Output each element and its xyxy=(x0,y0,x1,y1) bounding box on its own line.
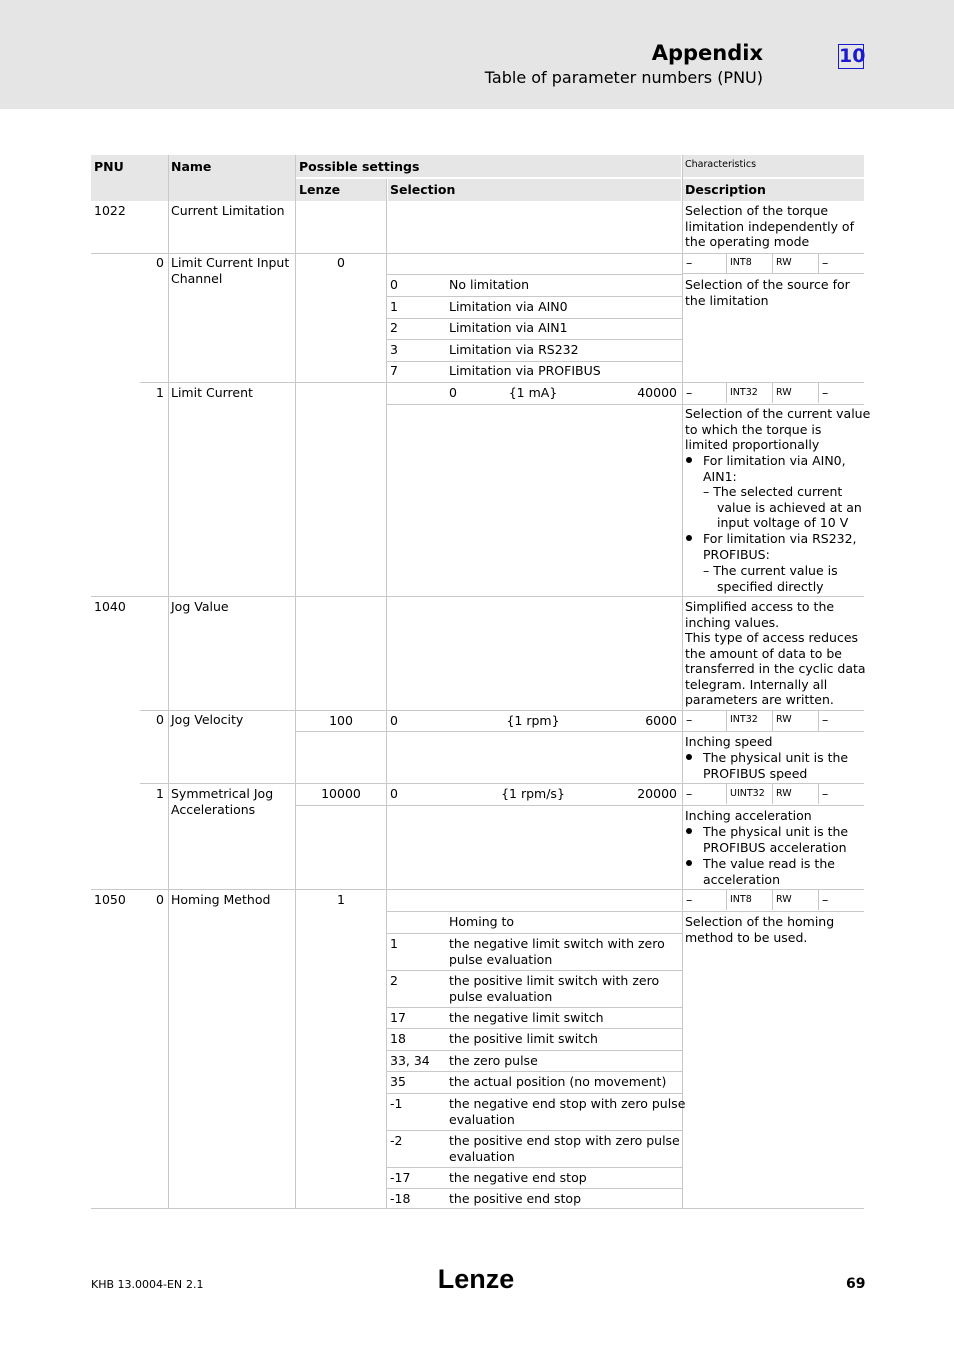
grid-line xyxy=(818,253,819,273)
desc-line: Selection of the source for xyxy=(685,277,850,292)
option-code: 3 xyxy=(390,342,398,357)
desc-line: parameters are written. xyxy=(685,692,834,707)
option-text: Limitation via AIN0 xyxy=(449,299,568,314)
option-text: the actual position (no movement) xyxy=(449,1074,667,1089)
pnu-1040: 1040 xyxy=(94,599,126,614)
dash-text xyxy=(703,563,838,594)
bullet-line: PROFIBUS acceleration xyxy=(703,839,847,855)
option-code: -18 xyxy=(390,1191,411,1206)
option-text: Limitation via PROFIBUS xyxy=(449,363,601,378)
flag-access: RW xyxy=(776,894,792,905)
option-line: pulse evaluation xyxy=(449,988,553,1004)
grid-line xyxy=(140,710,864,711)
subindex: 0 xyxy=(156,712,164,727)
option-line: pulse evaluation xyxy=(449,951,553,967)
flag-dash: – xyxy=(822,385,829,400)
option-text: No limitation xyxy=(449,277,530,292)
grid-line xyxy=(818,890,819,910)
grid-line xyxy=(387,1071,682,1072)
option-code: 33, 34 xyxy=(390,1053,430,1068)
grid-line xyxy=(296,731,864,732)
option-text xyxy=(449,936,665,967)
param-description: Inching acceleration xyxy=(685,808,812,823)
grid-line xyxy=(387,318,682,319)
subindex: 1 xyxy=(156,786,164,801)
grid-line xyxy=(140,382,864,383)
option-code: -2 xyxy=(390,1133,403,1148)
desc-line: Selection of the homing xyxy=(685,914,835,929)
option-line: evaluation xyxy=(449,1148,515,1164)
bullet-line: The value read is the xyxy=(703,856,835,871)
desc-line: limited proportionally xyxy=(685,437,820,452)
bullet-line: For limitation via AIN0, xyxy=(703,453,846,468)
pnu-1022: 1022 xyxy=(94,203,126,218)
grid-line xyxy=(818,711,819,731)
param-description xyxy=(685,203,854,250)
dash-line: value is achieved at an xyxy=(717,499,862,515)
option-code: -1 xyxy=(390,1096,403,1111)
option-text: Limitation via AIN1 xyxy=(449,320,568,335)
page-header xyxy=(0,0,954,109)
col-description: Description xyxy=(685,182,766,197)
param-name xyxy=(171,255,289,286)
grid-line xyxy=(772,253,773,273)
option-code: 2 xyxy=(390,973,398,988)
grid-line xyxy=(726,890,727,910)
bullet-line: The physical unit is the xyxy=(703,824,849,839)
bullet-line: The physical unit is the xyxy=(703,750,849,765)
lenze-default: 1 xyxy=(337,892,345,907)
grid-line xyxy=(91,596,864,597)
desc-line: Selection of the current value xyxy=(685,406,871,421)
grid-line xyxy=(386,179,387,1209)
dash-line: – The current value is xyxy=(703,563,838,578)
bullet-icon xyxy=(686,535,692,541)
param-description xyxy=(685,599,866,708)
grid-line xyxy=(387,1188,682,1189)
bullet-line: PROFIBUS: xyxy=(703,546,770,562)
range-max: 6000 xyxy=(645,713,677,728)
grid-line xyxy=(772,890,773,910)
grid-line xyxy=(387,911,864,912)
homing-to-label: Homing to xyxy=(449,914,515,929)
bullet-line: For limitation via RS232, xyxy=(703,531,857,546)
grid-line xyxy=(726,383,727,403)
param-name: Current Limitation xyxy=(171,203,285,218)
subindex: 0 xyxy=(156,892,164,907)
grid-line xyxy=(387,296,682,297)
name-line: Symmetrical Jog xyxy=(171,786,274,801)
param-name: Jog Velocity xyxy=(171,712,244,727)
desc-line: the amount of data to be xyxy=(685,645,842,661)
option-code: 1 xyxy=(390,299,398,314)
flag-datatype: INT8 xyxy=(730,894,752,905)
name-line: Accelerations xyxy=(171,801,256,817)
desc-line: inching values. xyxy=(685,614,780,630)
bullet-text xyxy=(703,824,848,855)
option-text: the positive limit switch xyxy=(449,1031,598,1046)
flag-dash: – xyxy=(822,255,829,270)
flag-dash: – xyxy=(822,712,829,727)
desc-line: transferred in the cyclic data xyxy=(685,661,866,676)
option-line: the positive end stop with zero pulse xyxy=(449,1133,680,1148)
bullet-icon xyxy=(686,457,692,463)
flag-access: RW xyxy=(776,387,792,398)
grid-line xyxy=(387,1007,682,1008)
table-bottom-line xyxy=(91,1208,864,1209)
option-text: the negative limit switch xyxy=(449,1010,604,1025)
flag-datatype: INT32 xyxy=(730,714,758,725)
lenze-logo xyxy=(436,1262,516,1294)
grid-line xyxy=(140,783,864,784)
param-name: Limit Current xyxy=(171,385,253,400)
desc-line: Selection of the torque xyxy=(685,203,829,218)
flag-access: RW xyxy=(776,714,792,725)
col-possible-settings: Possible settings xyxy=(299,159,420,174)
subindex: 1 xyxy=(156,385,164,400)
document-number: KHB 13.0004-EN xyxy=(91,1278,183,1291)
grid-line xyxy=(726,711,727,731)
range-min: 0 xyxy=(390,713,398,728)
desc-line: method to be used. xyxy=(685,929,808,945)
grid-line xyxy=(387,339,682,340)
bullet-line: acceleration xyxy=(703,871,781,887)
option-text: the zero pulse xyxy=(449,1053,538,1068)
col-pnu: PNU xyxy=(94,159,124,174)
option-line: the negative end stop with zero pulse xyxy=(449,1096,686,1111)
col-selection: Selection xyxy=(390,182,456,197)
grid-line xyxy=(387,1050,682,1051)
bullet-text xyxy=(703,750,848,781)
flag-datatype: UINT32 xyxy=(730,788,765,799)
document-version: 2.1 xyxy=(186,1278,204,1291)
grid-line xyxy=(772,784,773,804)
name-line: Channel xyxy=(171,270,223,286)
option-text xyxy=(449,1096,685,1127)
bullet-line: PROFIBUS speed xyxy=(703,765,808,781)
range-unit: {1 rpm/s} xyxy=(501,786,565,801)
range-max: 40000 xyxy=(637,385,677,400)
flag-dash: – xyxy=(822,786,829,801)
bullet-icon xyxy=(686,754,692,760)
grid-line xyxy=(772,711,773,731)
chapter-number-link[interactable]: 10 xyxy=(839,45,866,67)
grid-line xyxy=(387,1093,682,1094)
col-name: Name xyxy=(171,159,212,174)
range-max: 20000 xyxy=(637,786,677,801)
grid-line xyxy=(726,253,727,273)
grid-line xyxy=(387,1028,682,1029)
grid-line xyxy=(387,1130,682,1131)
col-characteristics: Characteristics xyxy=(685,159,757,170)
bullet-text xyxy=(703,856,835,887)
param-description xyxy=(685,406,870,453)
option-text xyxy=(449,1133,680,1164)
flag-access: RW xyxy=(776,257,792,268)
param-description xyxy=(685,277,850,308)
range-min: 0 xyxy=(390,786,398,801)
grid-line xyxy=(387,361,682,362)
grid-line xyxy=(168,155,169,1209)
option-code: 0 xyxy=(390,277,398,292)
grid-line xyxy=(295,155,296,1209)
desc-line: the operating mode xyxy=(685,234,810,249)
bullet-icon xyxy=(686,860,692,866)
dash-line: input voltage of 10 V xyxy=(717,515,849,530)
grid-line xyxy=(387,404,864,405)
lenze-default: 100 xyxy=(329,713,353,728)
desc-line: This type of access reduces xyxy=(685,630,859,645)
lenze-default: 10000 xyxy=(321,786,361,801)
option-code: 7 xyxy=(390,363,398,378)
option-code: 2 xyxy=(390,320,398,335)
option-line: evaluation xyxy=(449,1111,515,1127)
page-number: 69 xyxy=(846,1276,866,1292)
option-text: the negative end stop xyxy=(449,1170,587,1185)
grid-line xyxy=(683,273,864,274)
bullet-text xyxy=(703,531,857,562)
grid-line xyxy=(682,155,683,1209)
flag-dash: – xyxy=(686,892,693,907)
flag-dash: – xyxy=(686,255,693,270)
flag-access: RW xyxy=(776,788,792,799)
bullet-text xyxy=(703,453,846,484)
col-lenze: Lenze xyxy=(299,182,341,197)
flag-dash: – xyxy=(822,892,829,907)
grid-line xyxy=(296,805,864,806)
option-line: the negative limit switch with zero xyxy=(449,936,665,951)
param-name: Homing Method xyxy=(171,892,271,907)
option-code: 1 xyxy=(390,936,398,951)
grid-line xyxy=(387,970,682,971)
flag-dash: – xyxy=(686,786,693,801)
grid-line xyxy=(91,889,864,890)
desc-line: Simplified access to the xyxy=(685,599,835,614)
desc-line: telegram. Internally all xyxy=(685,676,828,692)
section-subtitle: Table of parameter numbers (PNU) xyxy=(484,68,763,87)
option-code: 35 xyxy=(390,1074,406,1089)
pnu-1050: 1050 xyxy=(94,892,126,907)
range-min: 0 xyxy=(449,385,457,400)
option-text: Limitation via RS232 xyxy=(449,342,579,357)
bullet-icon xyxy=(686,828,692,834)
param-name: Jog Value xyxy=(171,599,229,614)
param-description: Inching speed xyxy=(685,734,773,749)
subindex: 0 xyxy=(156,255,164,270)
desc-line: to which the torque is xyxy=(685,421,822,437)
grid-line xyxy=(91,253,864,254)
grid-line xyxy=(818,784,819,804)
range-unit: {1 mA} xyxy=(508,385,558,400)
grid-line xyxy=(387,1167,682,1168)
flag-dash: – xyxy=(686,385,693,400)
flag-dash: – xyxy=(686,712,693,727)
dash-line: – The selected current xyxy=(703,484,843,499)
logo-text: Lenze xyxy=(437,1264,515,1294)
lenze-default: 0 xyxy=(337,255,345,270)
bullet-line: AIN1: xyxy=(703,468,737,484)
dash-line: specified directly xyxy=(717,578,824,594)
desc-line: the limitation xyxy=(685,292,769,308)
grid-line xyxy=(387,933,682,934)
option-text xyxy=(449,973,659,1004)
desc-line: limitation independently of xyxy=(685,218,854,234)
grid-line xyxy=(772,383,773,403)
name-line: Limit Current Input xyxy=(171,255,290,270)
dash-text xyxy=(703,484,862,531)
flag-datatype: INT8 xyxy=(730,257,752,268)
param-name xyxy=(171,786,273,817)
option-code: 18 xyxy=(390,1031,406,1046)
range-unit: {1 rpm} xyxy=(506,713,560,728)
grid-line xyxy=(387,274,682,275)
grid-line xyxy=(818,383,819,403)
flag-datatype: INT32 xyxy=(730,387,758,398)
option-code: 17 xyxy=(390,1010,406,1025)
option-code: -17 xyxy=(390,1170,411,1185)
param-description xyxy=(685,914,834,945)
chapter-title: Appendix xyxy=(651,41,763,65)
option-text: the positive end stop xyxy=(449,1191,582,1206)
grid-line xyxy=(726,784,727,804)
option-line: the positive limit switch with zero xyxy=(449,973,660,988)
